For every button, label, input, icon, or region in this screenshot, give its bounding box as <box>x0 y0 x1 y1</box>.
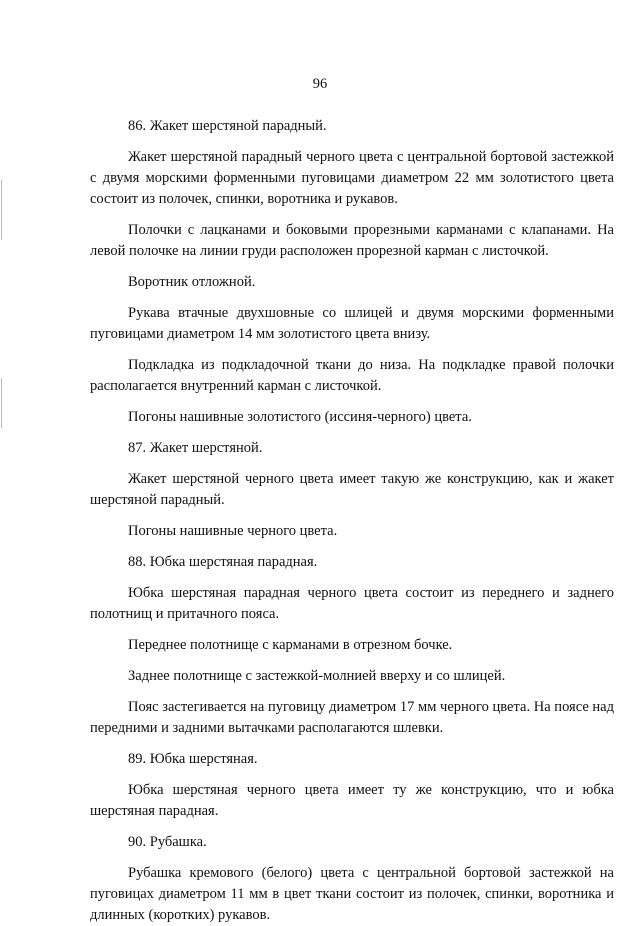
paragraph: Рубашка кремового (белого) цвета с центральной бортовой застежкой на пуговицах диаметром 11 мм в цвет ткани состоит из полочек, спинки, воротника и длинных (коротких) рукавов. <box>90 865 614 923</box>
paragraph: Переднее полотнище с карманами в отрезном бочке. <box>128 637 453 653</box>
scan-edge-mark <box>1 378 2 428</box>
paragraph: Жакет шерстяной парадный черного цвета с центральной бортовой застежкой с двумя морскими форменными пуговицами диаметром 22 мм золотистого цвета состоит из полочек, спинки, воротника и рукавов. <box>90 149 614 207</box>
paragraph: Воротник отложной. <box>128 274 256 290</box>
paragraph: Юбка шерстяная парадная черного цвета состоит из переднего и заднего полотнищ и притачного пояса. <box>90 585 614 622</box>
page-number: 96 <box>312 76 328 92</box>
scan-edge-mark <box>1 180 2 240</box>
paragraph: Заднее полотнище с застежкой-молнией вверху и со шлицей. <box>128 668 506 684</box>
section-heading-88: 88. Юбка шерстяная парадная. <box>128 554 318 570</box>
section-heading-90: 90. Рубашка. <box>128 834 207 850</box>
section-heading-86: 86. Жакет шерстяной парадный. <box>128 118 327 134</box>
document-body <box>90 116 614 926</box>
paragraph: Полочки с лацканами и боковыми прорезными карманами с клапанами. На левой полочке на линии груди расположен прорезной карман с листочкой. <box>90 222 614 259</box>
paragraph: Подкладка из подкладочной ткани до низа. На подкладке правой полочки располагается внутренний карман с листочкой. <box>90 357 614 394</box>
section-heading-87: 87. Жакет шерстяной. <box>128 440 263 456</box>
paragraph: Юбка шерстяная черного цвета имеет ту же конструкцию, что и юбка шерстяная парадная. <box>90 782 614 819</box>
paragraph: Погоны нашивные золотистого (иссиня-черного) цвета. <box>128 409 472 425</box>
paragraph: Пояс застегивается на пуговицу диаметром 17 мм черного цвета. На поясе над передними и задними вытачками располагаются шлевки. <box>90 699 614 736</box>
section-heading-89: 89. Юбка шерстяная. <box>128 751 258 767</box>
paragraph: Жакет шерстяной черного цвета имеет такую же конструкцию, как и жакет шерстяной парадный. <box>90 471 614 508</box>
paragraph: Рукава втачные двухшовные со шлицей и двумя морскими форменными пуговицами диаметром 14 мм золотистого цвета внизу. <box>90 305 614 342</box>
paragraph: Погоны нашивные черного цвета. <box>128 523 338 539</box>
